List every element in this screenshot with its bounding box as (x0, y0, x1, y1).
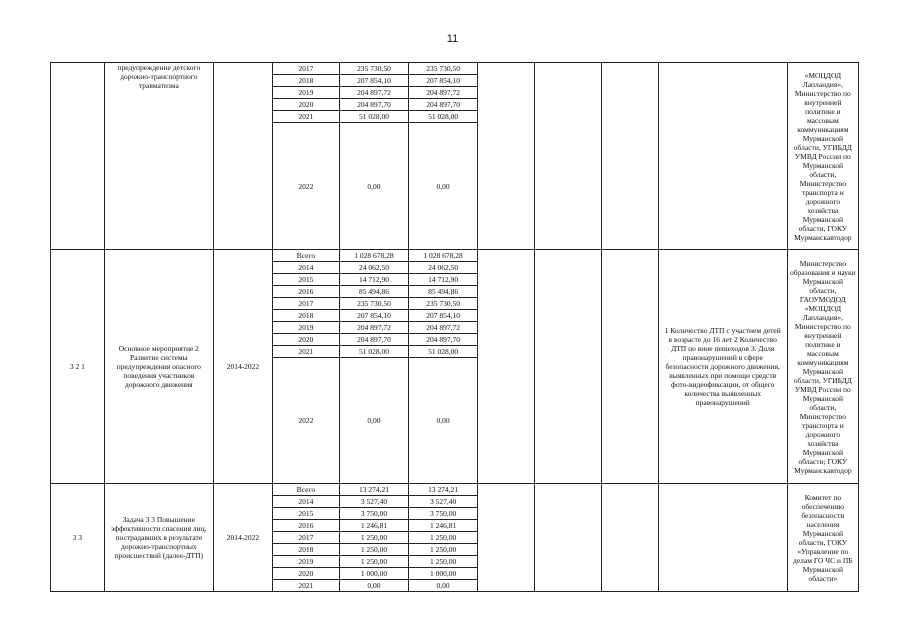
value-cell: 51 028,00 (339, 346, 408, 358)
year-cell: 2021 (272, 580, 339, 592)
block3-num-cell: 3 3 (51, 484, 105, 592)
year-cell: 2014 (272, 262, 339, 274)
value-cell: 1 028 678,28 (409, 250, 478, 262)
year-cell: 2016 (272, 286, 339, 298)
value-cell: 207 854,10 (409, 75, 478, 87)
empty-cell (534, 250, 601, 484)
value-cell: 204 897,72 (409, 87, 478, 99)
program-table (50, 62, 859, 592)
empty-cell (478, 250, 535, 484)
table-row (51, 250, 859, 262)
value-cell: 51 028,00 (409, 346, 478, 358)
value-cell: 235 730,50 (339, 298, 408, 310)
year-cell: 2021 (272, 346, 339, 358)
empty-cell (601, 63, 658, 250)
empty-cell (601, 484, 658, 592)
empty-cell (534, 63, 601, 250)
block1-period-cell (214, 63, 273, 250)
year-cell: 2018 (272, 544, 339, 556)
year-cell: 2020 (272, 334, 339, 346)
value-cell: 1 028 678,28 (339, 250, 408, 262)
value-cell: 0,00 (339, 123, 408, 250)
block1-org-cell: «МОЦДОД Лапландия», Министерство по внутренней политике и массовым коммуникациям Мурманской области, УГИБДД УМВД России по Мурманской области, Министерство транспорта и дорожного хозяйства Мурманской области, ГОКУ Мурманскавтодор (787, 63, 858, 250)
value-cell: 85 494,86 (409, 286, 478, 298)
block2-period-cell: 2014-2022 (214, 250, 273, 484)
value-cell: 207 854,10 (339, 310, 408, 322)
year-cell: 2020 (272, 99, 339, 111)
empty-cell (534, 484, 601, 592)
value-cell: 204 897,70 (339, 99, 408, 111)
value-cell: 235 730,50 (339, 63, 408, 75)
year-cell: 2015 (272, 274, 339, 286)
empty-cell (478, 63, 535, 250)
value-cell: 3 750,00 (339, 508, 408, 520)
year-cell: 2017 (272, 298, 339, 310)
block3-org-cell: Комитет по обеспечению безопасности населения Мурманской области, ГОКУ «Управление по делам ГО ЧС и ПБ Мурманской области» (787, 484, 858, 592)
block2-num-cell: 3 2 1 (51, 250, 105, 484)
value-cell: 0,00 (409, 358, 478, 484)
value-cell: 1 250,00 (339, 556, 408, 568)
block3-name-cell: Задача 3 3 Повышение эффективности спасения лиц, пострадавших в результате дорожно-транспортных происшествий (далее-ДТП) (104, 484, 213, 592)
value-cell: 235 730,50 (409, 63, 478, 75)
year-cell: 2022 (272, 358, 339, 484)
value-cell: 85 494,86 (339, 286, 408, 298)
year-cell: 2019 (272, 322, 339, 334)
value-cell: 1 246,81 (339, 520, 408, 532)
value-cell: 51 028,00 (339, 111, 408, 123)
block3-period-cell: 2014-2022 (214, 484, 273, 592)
value-cell: 51 028,00 (409, 111, 478, 123)
year-cell: 2016 (272, 520, 339, 532)
value-cell: 0,00 (409, 580, 478, 592)
value-cell: 204 897,70 (339, 334, 408, 346)
table-row (51, 484, 859, 496)
value-cell: 204 897,72 (339, 87, 408, 99)
value-cell: 3 527,40 (339, 496, 408, 508)
value-cell: 1 250,00 (409, 532, 478, 544)
year-cell: 2015 (272, 508, 339, 520)
year-cell: 2019 (272, 87, 339, 99)
value-cell: 204 897,70 (409, 334, 478, 346)
year-cell: 2021 (272, 111, 339, 123)
value-cell: 3 750,00 (409, 508, 478, 520)
value-cell: 207 854,10 (409, 310, 478, 322)
year-cell: 2018 (272, 310, 339, 322)
value-cell: 0,00 (409, 123, 478, 250)
value-cell: 1 246,81 (409, 520, 478, 532)
value-cell: 13 274,21 (339, 484, 408, 496)
value-cell: 13 274,21 (409, 484, 478, 496)
year-cell: 2014 (272, 496, 339, 508)
year-cell: 2019 (272, 556, 339, 568)
year-cell: 2018 (272, 75, 339, 87)
value-cell: 1 000,00 (409, 568, 478, 580)
block1-num-cell (51, 63, 105, 250)
value-cell: 1 250,00 (409, 556, 478, 568)
year-cell: 2017 (272, 63, 339, 75)
block2-name-cell: Основное мероприятие 2 Развитие системы предупреждения опасного поведения участников дорожного движения (104, 250, 213, 484)
value-cell: 24 062,50 (409, 262, 478, 274)
value-cell: 204 897,72 (339, 322, 408, 334)
value-cell: 14 712,90 (409, 274, 478, 286)
value-cell: 1 250,00 (409, 544, 478, 556)
value-cell: 1 250,00 (339, 532, 408, 544)
value-cell: 1 250,00 (339, 544, 408, 556)
value-cell: 24 062,50 (339, 262, 408, 274)
value-cell: 14 712,90 (339, 274, 408, 286)
value-cell: 1 000,00 (339, 568, 408, 580)
year-cell: Всего (272, 484, 339, 496)
value-cell: 3 527,40 (409, 496, 478, 508)
block2-org-cell: Министерство образования и науки Мурманской области, ГАОУМОДОД «МОЦДОД Лапландия», Министерство по внутренней политике и массовым коммуникациям Мурманской области, УГИБДД УМВД России по Мурманской области, Министерство транспорта и дорожного хозяйства Мурманской области; ГОКУ Мурманскавтодор (787, 250, 858, 484)
empty-cell (601, 250, 658, 484)
value-cell: 0,00 (339, 580, 408, 592)
value-cell: 235 730,50 (409, 298, 478, 310)
block1-indicator-cell (658, 63, 787, 250)
year-cell: 2022 (272, 123, 339, 250)
value-cell: 204 897,72 (409, 322, 478, 334)
block1-name-cell: предупреждение детского дорожно-транспортного травматизма (104, 63, 213, 250)
value-cell: 204 897,70 (409, 99, 478, 111)
value-cell: 0,00 (339, 358, 408, 484)
table-row (51, 63, 859, 75)
empty-cell (478, 484, 535, 592)
year-cell: 2017 (272, 532, 339, 544)
value-cell: 207 854,10 (339, 75, 408, 87)
block2-indicator-cell: 1 Количество ДТП с участием детей в возрасте до 16 лет 2 Количество ДТП по вине пешеходов 3. Доля правонарушений в сфере безопасности дорожного движения, выявленных при помощи средств фото-видеофиксации, от общего количества выявленных правонарушений (658, 250, 787, 484)
block3-indicator-cell (658, 484, 787, 592)
year-cell: 2020 (272, 568, 339, 580)
year-cell: Всего (272, 250, 339, 262)
page-number: 11 (446, 33, 459, 45)
